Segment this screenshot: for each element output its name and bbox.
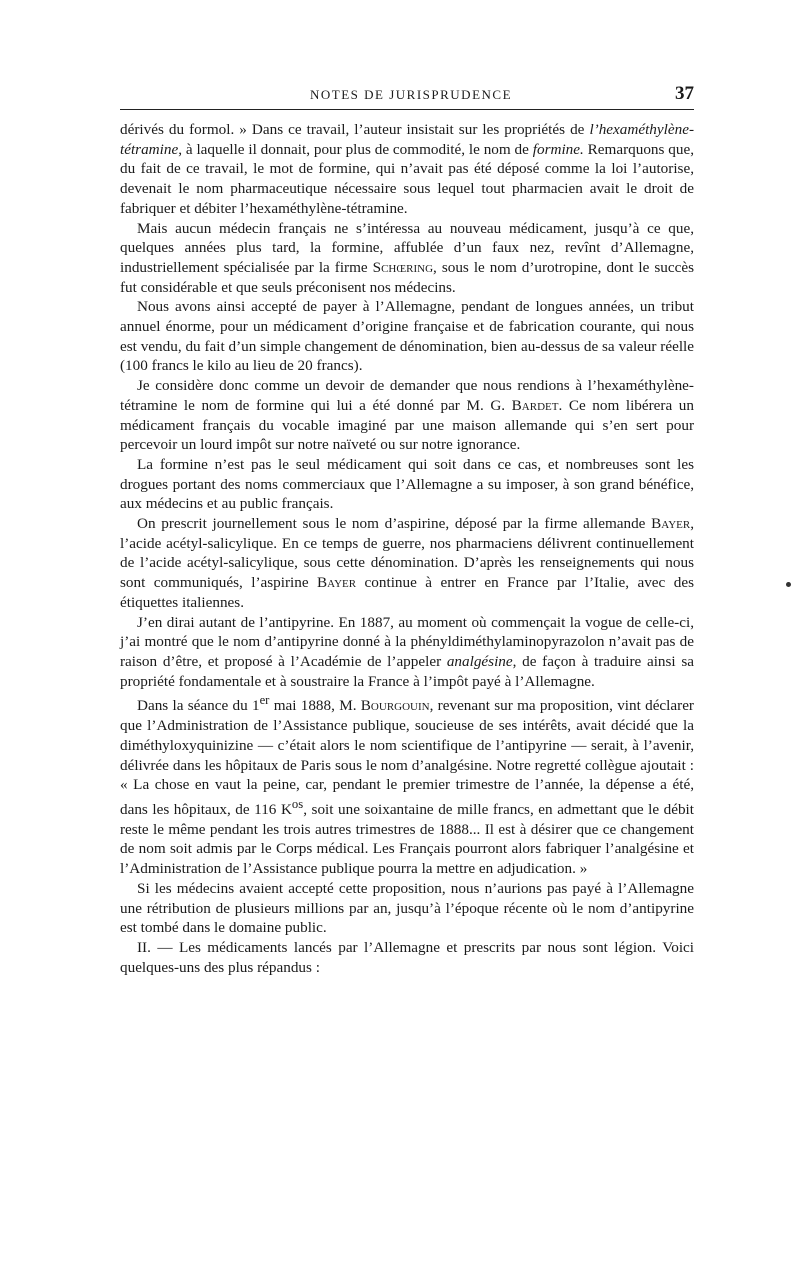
text-run: mai 1888, M. xyxy=(269,697,361,715)
running-title: NOTES DE JURISPRUDENCE xyxy=(310,87,513,102)
text-run: On prescrit journellement sous le nom d’aspirine, déposé par la firme allemande xyxy=(137,515,652,533)
paragraph xyxy=(120,879,694,938)
paragraph xyxy=(120,376,694,455)
text-run: , à laquelle il donnait, pour plus de commodité, le nom de xyxy=(178,140,533,158)
text-run: Je considère donc comme un devoir de demander que nous rendions à l’hexaméthylène-tétramine le nom de formine qui lui a été donné par M. G. xyxy=(120,377,694,414)
proper-name: Bayer xyxy=(651,515,691,533)
superscript: er xyxy=(259,693,270,708)
text-run: , de façon à traduire ainsi sa propriété fondamentale et à soustraire la France à l’impôt payé à l’Allemagne. xyxy=(120,652,694,690)
text-run: , revenant sur ma proposition, vint déclarer que l’Administration de l’Assistance publique, soucieuse de ses intérêts, avait décidé que la diméthyloxyquinizine — c’était alors le nom scientifique de l’antipyrine — serait, à l’avenir, délivrée dans les hôpitaux de Paris sous le nom d’analgésine. Notre regretté collègue ajoutait : « La chose en vaut la peine, car, pendant le premier trimestre de l’année, la dépense a été, dans les hôpitaux, de 116 K xyxy=(120,697,694,819)
text-run: , soit une soixantaine de mille francs, en admettant que le débit reste le même pendant les trois autres trimestres de 1888... Il est à désirer que ce changement de nom soit admis par le Corps médical. Les Français pourront alors fabriquer l’analgésine et l’Administration de l’Assistance publique pourra la mettre en adjudication. » xyxy=(120,801,694,878)
text-run: Nous avons ainsi accepté de payer à l’Allemagne, pendant de longues années, un tribut annuel énorme, pour un médicament d’origine française et de fabrication courante, qui nous est vendu, du fait d’un simple changement de dénomination, bien au-dessus de sa valeur réelle (100 francs le kilo au lieu de 20 francs). xyxy=(120,298,694,375)
paragraph xyxy=(120,297,694,376)
page-number: 37 xyxy=(675,83,694,104)
proper-name: Bardet xyxy=(511,396,559,414)
text-run: II. — Les médicaments lancés par l’Allemagne et prescrits par nous sont légion. Voici quelques-uns des plus répandus : xyxy=(120,938,694,976)
page-header xyxy=(120,83,694,105)
text-run: Dans la séance du 1 xyxy=(137,697,260,715)
proper-name: Bayer xyxy=(317,574,357,592)
emphasis-text: analgésine xyxy=(446,652,513,670)
proper-name: Schœring xyxy=(372,258,434,276)
paragraph xyxy=(120,514,694,613)
text-run: J’en dirai autant de l’antipyrine. En 1887, au moment où commençait la vogue de celle-ci, j’ai montré que le nom d’antipyrine donné à la phényldiméthylaminopyrazolon n’avait pas de raison d’être, et proposé à l’Académie de l’appeler xyxy=(120,613,694,670)
text-run: , l’acide acétyl-salicylique. En ce temps de guerre, nos pharmaciens délivrent continuellement de l’acide acétyl-salicylique, sous cette dénomination. D’après les renseignements qui nous sont communiqués, l’aspirine xyxy=(120,515,694,592)
body-text xyxy=(120,120,694,977)
text-run: . Ce nom libérera un médicament français du vocable imaginé par une maison allemande qui s’en sert pour percevoir un lourd impôt sur notre naïveté ou sur notre ignorance. xyxy=(120,396,694,454)
paragraph xyxy=(120,613,694,692)
emphasis-text: formine. xyxy=(532,140,584,158)
text-run: continue à entrer en France par l’Italie, avec des étiquettes italiennes. xyxy=(120,574,694,611)
paragraph xyxy=(120,691,694,878)
text-run: Mais aucun médecin français ne s’intéressa au nouveau médicament, jusqu’à ce que, quelques années plus tard, la formine, affublée d’un faux nez, revînt d’Allemagne, industriellement spécialisée par la firme xyxy=(120,219,694,276)
header-rule xyxy=(120,109,694,110)
paragraph xyxy=(120,120,694,219)
superscript: os xyxy=(291,796,304,811)
text-run: , sous le nom d’urotropine, dont le succès fut considérable et que seuls préconisent nos médecins. xyxy=(120,258,695,296)
text-run: La formine n’est pas le seul médicament qui soit dans ce cas, et nombreuses sont les drogues portant des noms commerciaux que l’Allemagne a su imposer, à son grand bénéfice, aux médecins et au public français. xyxy=(120,455,694,513)
margin-speck xyxy=(786,582,791,587)
emphasis-text: l’hexaméthylène-tétramine xyxy=(120,121,694,158)
paragraph xyxy=(120,455,694,514)
paragraph xyxy=(120,938,694,977)
proper-name: Bourgouin xyxy=(360,697,430,715)
text-run: Si les médecins avaient accepté cette proposition, nous n’aurions pas payé à l’Allemagne une rétribution de plusieurs millions par an, jusqu’à l’époque récente où le nom d’antipyrine est tombé dans le domaine public. xyxy=(120,879,694,937)
paragraph xyxy=(120,219,694,298)
text-run: dérivés du formol. » Dans ce travail, l’auteur insistait sur les propriétés de xyxy=(120,121,590,138)
text-run: Remarquons que, du fait de ce travail, le mot de formine, qui n’avait pas été déposé comme la loi l’autorise, devenait le nom pharmaceutique nécessaire sous lequel tout pharmacien avait le droit de fabriquer et débiter l’hexaméthylène-tétramine. xyxy=(120,140,694,217)
